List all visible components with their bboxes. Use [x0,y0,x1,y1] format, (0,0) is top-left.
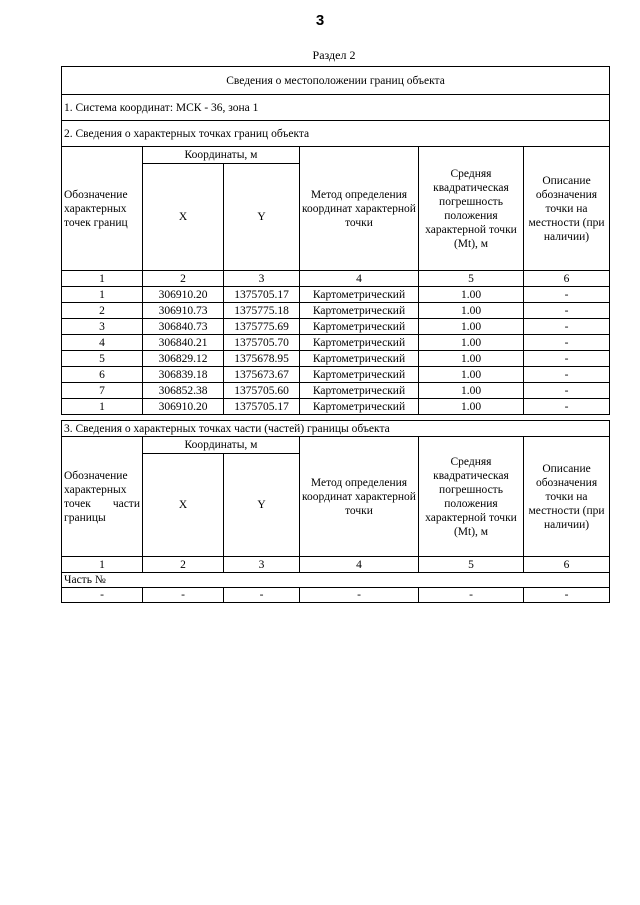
coord-system: 1. Система координат: МСК - 36, зона 1 [62,95,610,121]
coord-y: 1375705.17 [224,399,300,415]
empty-cell: - [300,588,419,603]
method: Картометрический [300,399,419,415]
header-x: X [143,454,224,557]
error-mt: 1.00 [419,335,524,351]
header-description: Описание обозначения точки на местности (при наличии) [524,147,610,271]
coord-x: 306910.20 [143,399,224,415]
coord-y: 1375705.17 [224,287,300,303]
table-row [62,287,610,303]
error-mt: 1.00 [419,287,524,303]
header-description: Описание обозначения точки на местности (при наличии) [524,437,610,557]
point-number: 2 [62,303,143,319]
col-number: 1 [62,271,143,287]
description: - [524,367,610,383]
empty-cell: - [143,588,224,603]
header-coords: Координаты, м [143,147,300,164]
table-row [62,383,610,399]
table-row [62,367,610,383]
table-row [62,303,610,319]
table-row [62,335,610,351]
table-row [62,351,610,367]
point-number: 3 [62,319,143,335]
point-number: 4 [62,335,143,351]
coord-x: 306910.73 [143,303,224,319]
col-number: 4 [300,271,419,287]
col-number: 5 [419,271,524,287]
method: Картометрический [300,383,419,399]
empty-cell: - [224,588,300,603]
empty-row [62,588,610,603]
table-title: Сведения о местоположении границ объекта [62,67,610,95]
coord-y: 1375678.95 [224,351,300,367]
point-number: 5 [62,351,143,367]
coord-x: 306852.38 [143,383,224,399]
method: Картометрический [300,303,419,319]
empty-cell: - [524,588,610,603]
part2-heading: 2. Сведения о характерных точках границ объекта [62,121,610,147]
method: Картометрический [300,367,419,383]
coord-x: 306829.12 [143,351,224,367]
description: - [524,319,610,335]
header-method: Метод определения координат характерной точки [300,437,419,557]
points-body [62,287,610,415]
error-mt: 1.00 [419,383,524,399]
header-y: Y [224,164,300,271]
coord-y: 1375775.69 [224,319,300,335]
header-x: X [143,164,224,271]
col-number: 2 [143,271,224,287]
col-number: 1 [62,557,143,573]
coord-x: 306840.21 [143,335,224,351]
header-error: Средняя квадратическая погрешность положения характерной точки (Mt), м [419,147,524,271]
column-numbers-row [62,557,610,573]
header-designation: Обозначение характерных точек границ [62,147,143,271]
header-error: Средняя квадратическая погрешность положения характерной точки (Mt), м [419,437,524,557]
part-label: Часть № [62,573,610,588]
point-number: 1 [62,399,143,415]
point-number: 7 [62,383,143,399]
section-label: Раздел 2 [312,48,356,62]
col-number: 3 [224,271,300,287]
coord-y: 1375673.67 [224,367,300,383]
header-coords: Координаты, м [143,437,300,454]
col-number: 4 [300,557,419,573]
col-number: 6 [524,557,610,573]
description: - [524,335,610,351]
error-mt: 1.00 [419,351,524,367]
description: - [524,303,610,319]
method: Картометрический [300,287,419,303]
page-number: 3 [315,12,325,29]
empty-cell: - [62,588,143,603]
table-row [62,399,610,415]
error-mt: 1.00 [419,319,524,335]
method: Картометрический [300,335,419,351]
empty-cell: - [419,588,524,603]
description: - [524,383,610,399]
col-number: 5 [419,557,524,573]
col-number: 3 [224,557,300,573]
col-number: 2 [143,557,224,573]
method: Картометрический [300,319,419,335]
error-mt: 1.00 [419,399,524,415]
boundary-points-table [61,66,610,415]
column-numbers-row [62,271,610,287]
error-mt: 1.00 [419,367,524,383]
header-method: Метод определения координат характерной точки [300,147,419,271]
point-number: 6 [62,367,143,383]
method: Картометрический [300,351,419,367]
error-mt: 1.00 [419,303,524,319]
description: - [524,351,610,367]
coord-x: 306839.18 [143,367,224,383]
description: - [524,287,610,303]
coord-x: 306910.20 [143,287,224,303]
header-y: Y [224,454,300,557]
header-designation: Обозначение характерных точек части границы [62,437,143,557]
table-row [62,319,610,335]
col-number: 6 [524,271,610,287]
coord-y: 1375775.18 [224,303,300,319]
coord-x: 306840.73 [143,319,224,335]
description: - [524,399,610,415]
coord-y: 1375705.60 [224,383,300,399]
point-number: 1 [62,287,143,303]
part-points-table [61,420,610,603]
coord-y: 1375705.70 [224,335,300,351]
part3-heading: 3. Сведения о характерных точках части (частей) границы объекта [62,421,610,437]
